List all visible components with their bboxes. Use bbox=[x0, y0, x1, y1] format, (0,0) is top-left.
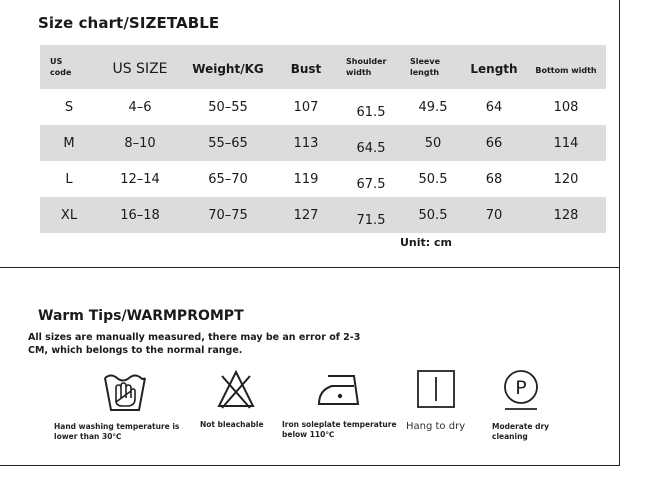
hand-wash-icon bbox=[102, 368, 148, 414]
table-cell: 127 bbox=[293, 207, 319, 223]
table-cell: 55–65 bbox=[208, 135, 248, 151]
table-cell: 128 bbox=[553, 207, 579, 223]
tips-text: All sizes are manually measured, there may be an error of 2-3 CM, which belongs to the normal range. bbox=[28, 332, 361, 356]
table-cell: 65–70 bbox=[208, 171, 248, 187]
size-chart-title: Size chart/SIZETABLE bbox=[38, 14, 220, 32]
table-cell: L bbox=[65, 171, 73, 187]
table-cell: 108 bbox=[553, 99, 579, 115]
care-label-hang-dry: Hang to dry bbox=[406, 421, 466, 432]
iron-icon bbox=[316, 368, 366, 412]
care-label-hand-wash: Hand washing temperature is lower than 30℃ bbox=[54, 422, 180, 441]
header-weight: Weight/KG bbox=[192, 61, 264, 76]
header-us-code: US code bbox=[50, 57, 72, 77]
header-bottom-width: Bottom width bbox=[535, 65, 597, 75]
table-cell: 120 bbox=[553, 171, 579, 187]
care-label-dry-clean: Moderate dry cleaning bbox=[492, 422, 550, 441]
table-cell: 50.5 bbox=[418, 171, 448, 187]
table-cell: 67.5 bbox=[356, 176, 386, 192]
care-item-hang-dry bbox=[406, 368, 496, 432]
care-label-iron: Iron soleplate temperature below 110℃ bbox=[282, 420, 397, 439]
table-row bbox=[40, 161, 606, 197]
table-cell: 119 bbox=[293, 171, 319, 187]
table-cell: 49.5 bbox=[418, 99, 448, 115]
table-cell: 12–14 bbox=[120, 171, 160, 187]
header-sleeve-length: Sleeve length bbox=[410, 57, 440, 77]
table-header-row bbox=[40, 45, 606, 89]
svg-text:P: P bbox=[515, 377, 527, 399]
no-bleach-icon bbox=[216, 368, 256, 412]
table-cell: 113 bbox=[293, 135, 319, 151]
table-cell: 64.5 bbox=[356, 140, 386, 156]
header-length: Length bbox=[470, 61, 518, 76]
table-cell: 70 bbox=[485, 207, 503, 223]
care-item-hand-wash bbox=[54, 368, 180, 442]
table-cell: 66 bbox=[485, 135, 503, 151]
table-cell: 68 bbox=[485, 171, 503, 187]
size-table bbox=[40, 45, 606, 233]
dry-clean-icon bbox=[500, 368, 542, 414]
care-item-no-bleach bbox=[200, 368, 290, 430]
table-cell: 16–18 bbox=[120, 207, 160, 223]
care-item-dry-clean bbox=[492, 368, 582, 442]
table-row bbox=[40, 125, 606, 161]
table-cell: 107 bbox=[293, 99, 319, 115]
warm-tips-panel bbox=[0, 267, 620, 466]
table-cell: 64 bbox=[485, 99, 503, 115]
table-cell: 4–6 bbox=[128, 99, 152, 115]
table-row bbox=[40, 197, 606, 233]
table-cell: 61.5 bbox=[356, 104, 386, 120]
table-cell: XL bbox=[60, 207, 78, 223]
table-cell: 71.5 bbox=[356, 212, 386, 228]
table-cell: 70–75 bbox=[208, 207, 248, 223]
table-row bbox=[40, 89, 606, 125]
table-cell: 50–55 bbox=[208, 99, 248, 115]
care-label-no-bleach: Not bleachable bbox=[200, 420, 264, 429]
header-us-size: US SIZE bbox=[112, 60, 168, 77]
hang-dry-icon bbox=[416, 368, 456, 410]
table-cell: 50.5 bbox=[418, 207, 448, 223]
care-item-iron bbox=[282, 368, 397, 440]
unit-label: Unit: cm bbox=[400, 236, 453, 249]
table-cell: 8–10 bbox=[124, 135, 156, 151]
header-bust: Bust bbox=[290, 61, 322, 76]
table-cell: M bbox=[63, 135, 75, 151]
header-shoulder-width: Shoulder width bbox=[346, 57, 387, 77]
table-cell: 114 bbox=[553, 135, 579, 151]
table-cell: S bbox=[64, 99, 74, 115]
table-cell: 50 bbox=[424, 135, 442, 151]
tips-title: Warm Tips/WARMPROMPT bbox=[38, 308, 244, 324]
